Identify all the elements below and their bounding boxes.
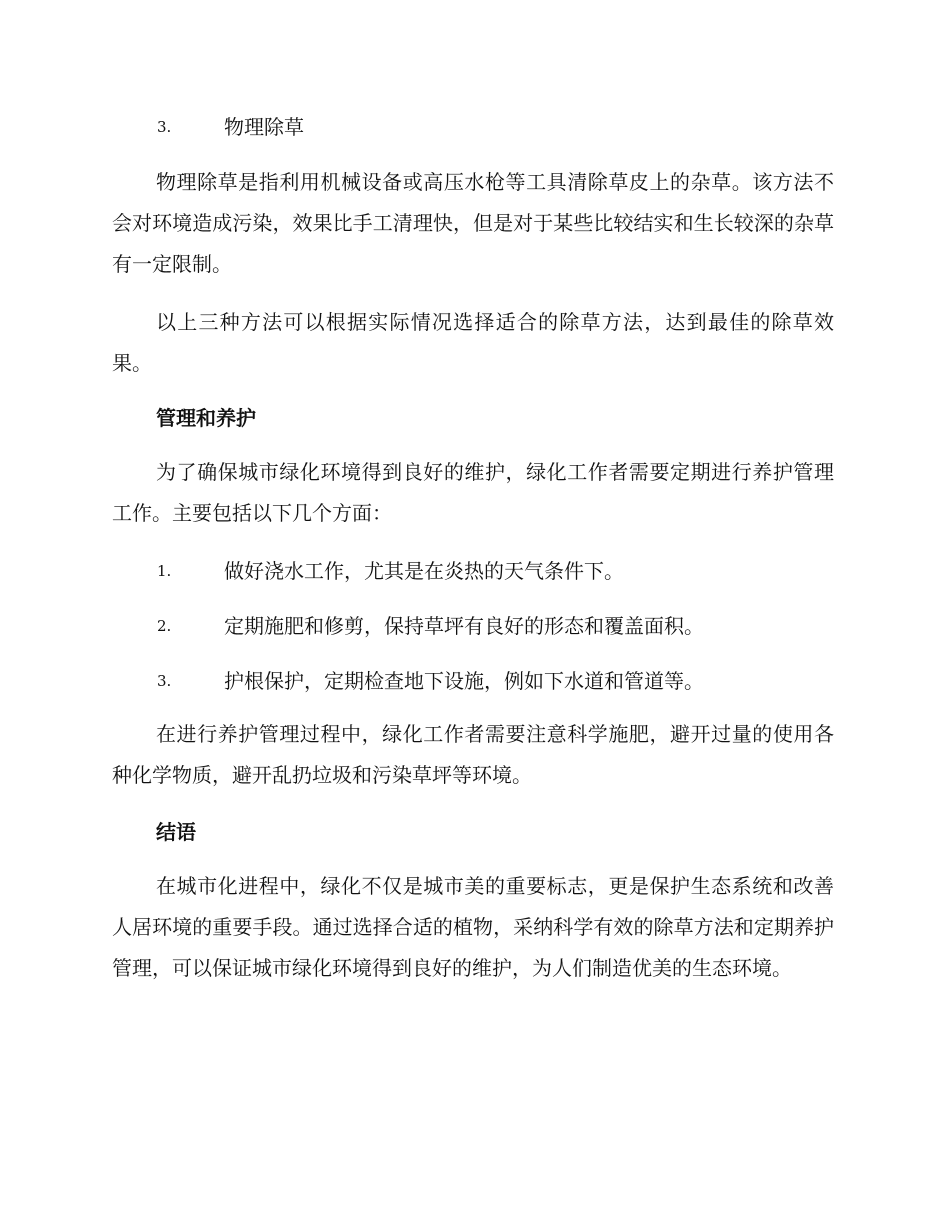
list-item xyxy=(157,666,837,696)
list-item xyxy=(157,611,837,641)
management-note-paragraph: 在进行养护管理过程中，绿化工作者需要注意科学施肥，避开过量的使用各种化学物质，避开乱扔垃圾和污染草坪等环境。 xyxy=(112,722,834,787)
list-number: 3. xyxy=(157,672,172,690)
list-number: 3. xyxy=(157,118,172,136)
section-heading-management: 管理和养护 xyxy=(156,406,256,430)
methods-summary-paragraph: 以上三种方法可以根据实际情况选择适合的除草方法，达到最佳的除草效果。 xyxy=(112,310,834,375)
management-intro-paragraph: 为了确保城市绿化环境得到良好的维护，绿化工作者需要定期进行养护管理工作。主要包括以下几个方面： xyxy=(112,460,834,525)
section-heading-conclusion: 结语 xyxy=(156,820,196,844)
list-number: 1. xyxy=(157,562,172,580)
list-item-physical-weeding xyxy=(157,112,837,142)
list-text: 做好浇水工作，尤其是在炎热的天气条件下。 xyxy=(224,559,624,583)
list-title: 物理除草 xyxy=(224,115,304,139)
list-number: 2. xyxy=(157,617,172,635)
list-item xyxy=(157,556,837,586)
conclusion-paragraph: 在城市化进程中，绿化不仅是城市美的重要标志，更是保护生态系统和改善人居环境的重要手段。通过选择合适的植物，采纳科学有效的除草方法和定期养护管理，可以保证城市绿化环境得到良好的维护，为人们制造优美的生态环境。 xyxy=(112,874,834,980)
list-text: 护根保护，定期检查地下设施，例如下水道和管道等。 xyxy=(224,669,704,693)
physical-weeding-paragraph: 物理除草是指利用机械设备或高压水枪等工具清除草皮上的杂草。该方法不会对环境造成污染，效果比手工清理快，但是对于某些比较结实和生长较深的杂草有一定限制。 xyxy=(112,170,834,276)
list-text: 定期施肥和修剪，保持草坪有良好的形态和覆盖面积。 xyxy=(224,614,704,638)
